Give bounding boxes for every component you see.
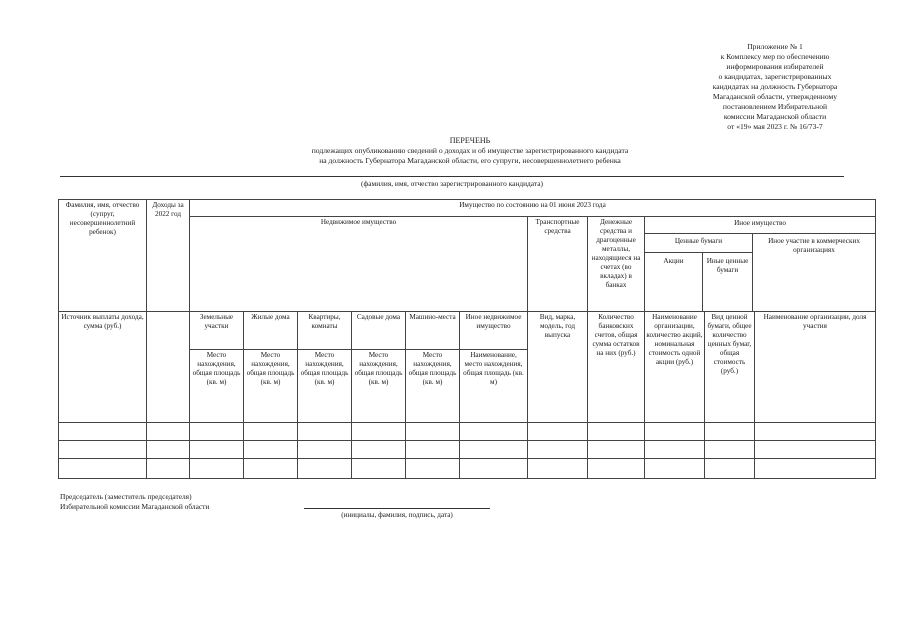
table-row	[59, 441, 876, 459]
securities-label: Ценные бумаги	[645, 234, 752, 253]
appendix-line: информирования избирателей	[726, 62, 824, 71]
shares-label: Акции	[645, 253, 703, 311]
header-other-property	[645, 217, 876, 312]
property-table	[58, 199, 876, 479]
appendix-line: о кандидатах, зарегистрированных	[718, 72, 832, 81]
other-participation-label: Иное участие в коммерческих организациях	[768, 237, 860, 254]
header-other-securities-detail: Вид ценной бумаги, общее количество ценных бумаг, общая стоимость (руб.)	[705, 312, 755, 423]
header-other-real-detail: Наименование, место нахождения, общая площадь (кв. м)	[460, 350, 528, 423]
appendix-line: кандидатах на должность Губернатора	[712, 82, 838, 91]
header-land: Земельные участки	[190, 312, 244, 350]
appendix-line: Приложение № 1	[747, 42, 803, 51]
header-income: Доходы за 2022 год	[147, 200, 190, 312]
document-title: ПЕРЕЧЕНЬ	[449, 136, 491, 145]
candidate-name-caption: (фамилия, имя, отчество зарегистрированного кандидата)	[361, 179, 543, 188]
footer-line: Председатель (заместитель председателя)	[60, 492, 192, 501]
table-row	[59, 423, 876, 441]
header-transport-detail: Вид, марка, модель, год выпуска	[528, 312, 588, 423]
appendix-line: от «19» мая 2023 г. № 16/73-7	[727, 122, 823, 131]
candidate-name-line	[60, 176, 844, 177]
appendix-line: Магаданской области, утвержденному	[712, 92, 838, 101]
appendix-line: постановлением Избирательной	[722, 102, 828, 111]
footer-line: Избирательной комиссии Магаданской области	[60, 502, 210, 511]
signature-caption: (инициалы, фамилия, подпись, дата)	[341, 511, 453, 519]
header-transport: Транспортные средства	[528, 217, 588, 312]
document-heading	[180, 136, 760, 166]
header-income-empty	[147, 312, 190, 423]
footer-signatory	[60, 492, 209, 512]
header-apartments-detail: Место нахождения, общая площадь (кв. м)	[298, 350, 352, 423]
header-garages: Машино-места	[406, 312, 460, 350]
header-money: Денежные средства и драгоценные металлы, находящиеся на счетах (во вкладах) в банках	[588, 217, 645, 312]
appendix-block	[690, 42, 860, 132]
header-other-real: Иное недвижимое имущество	[460, 312, 528, 350]
header-apartments: Квартиры, комнаты	[298, 312, 352, 350]
appendix-line: комиссии Магаданской области	[723, 112, 827, 121]
header-real-estate: Недвижимое имущество	[190, 217, 528, 312]
appendix-line: к Комплексу мер по обеспечению	[720, 52, 830, 61]
header-garages-detail: Место нахождения, общая площадь (кв. м)	[406, 350, 460, 423]
other-property-label: Иное имущество	[645, 217, 875, 234]
document-subtitle-line: подлежащих опубликованию сведений о доходах и об имуществе зарегистрированного кандидата	[311, 146, 629, 155]
header-shares-detail: Наименование организации, количество акций, номинальная стоимость одной акции (руб.)	[645, 312, 705, 423]
table-row	[59, 459, 876, 479]
header-dachas-detail: Место нахождения, общая площадь (кв. м)	[352, 350, 406, 423]
header-name: Фамилия, имя, отчество (супруг, несовершеннолетний ребенок)	[59, 200, 147, 312]
header-property: Имущество по состоянию на 01 июня 2023 года	[190, 200, 876, 217]
other-securities-label: Иные ценные бумаги	[706, 257, 749, 274]
header-houses-detail: Место нахождения, общая площадь (кв. м)	[244, 350, 298, 423]
signature-line	[304, 508, 490, 509]
header-participation-detail: Наименование организации, доля участия	[755, 312, 876, 423]
header-land-detail: Место нахождения, общая площадь (кв. м)	[190, 350, 244, 423]
header-income-source: Источник выплаты дохода, сумма (руб.)	[59, 312, 147, 423]
header-houses: Жилые дома	[244, 312, 298, 350]
header-dachas: Садовые дома	[352, 312, 406, 350]
header-money-detail: Количество банковских счетов, общая сумма остатков на них (руб.)	[588, 312, 645, 423]
document-subtitle-line: на должность Губернатора Магаданской области, его супруги, несовершеннолетнего ребенка	[319, 156, 621, 165]
